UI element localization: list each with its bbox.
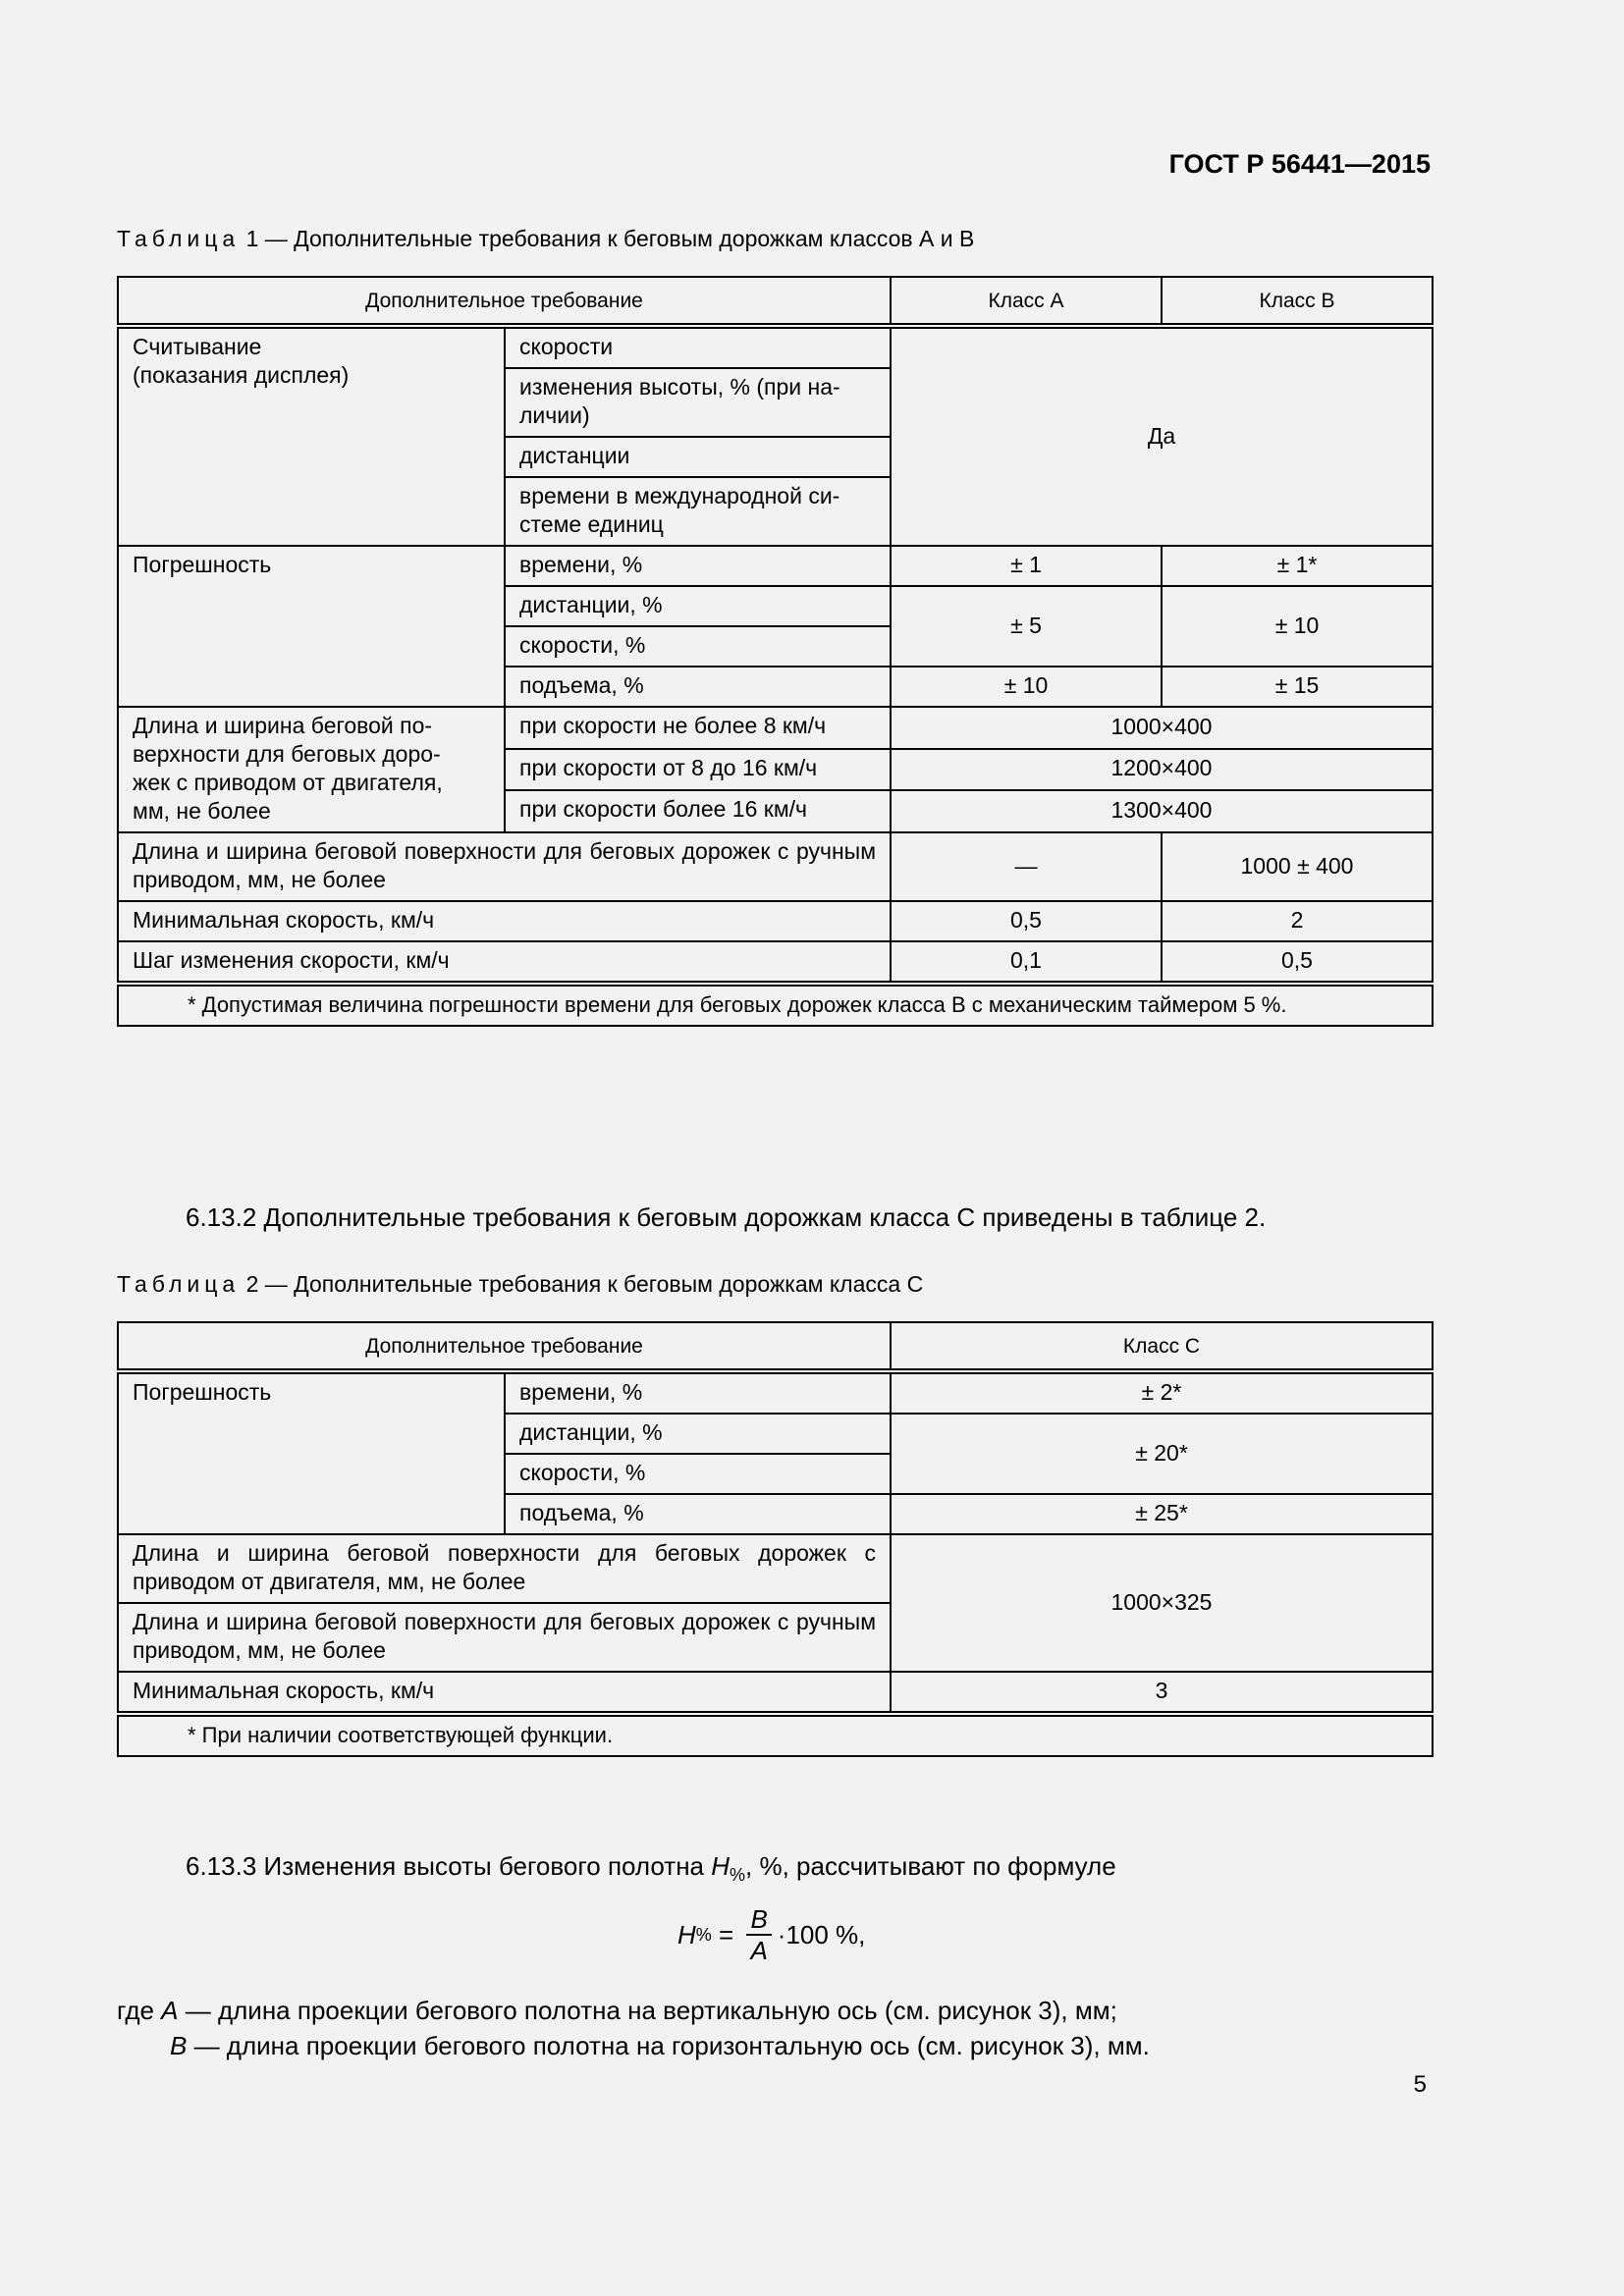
table2-header-class-c: Класс С — [891, 1322, 1433, 1371]
error-speed-label: скорости, % — [505, 626, 891, 667]
t2-error-lift-c: ± 25* — [891, 1494, 1433, 1534]
error-dist-speed-a: ± 5 — [891, 586, 1162, 667]
t2-size-c: 1000×325 — [891, 1534, 1433, 1672]
reading-item-speed: скорости — [505, 326, 891, 368]
min-speed-b: 2 — [1162, 901, 1433, 941]
formula — [677, 1904, 865, 1965]
table1-caption-word: Таблица — [117, 226, 241, 251]
t2-error-label: Погрешность — [118, 1371, 505, 1534]
where-line-a — [117, 1993, 1150, 2028]
table-row — [118, 901, 1433, 941]
min-speed-a: 0,5 — [891, 901, 1162, 941]
t2-error-distance-label: дистанции, % — [505, 1414, 891, 1454]
motor-row-value: 1200×400 — [891, 749, 1433, 791]
t2-error-dist-speed-c: ± 20* — [891, 1414, 1433, 1494]
paragraph-6-13-2: 6.13.2 Дополнительные требования к беговым дорожкам класса С приведены в таблице 2. — [186, 1202, 1267, 1232]
manual-b: 1000 ± 400 — [1162, 832, 1433, 901]
table1-header-requirement: Дополнительное требование — [118, 277, 891, 326]
motor-row-value: 1300×400 — [891, 790, 1433, 832]
where-clause — [117, 1993, 1150, 2063]
where-b-text: — длина проекции бегового полотна на горизонтальную ось (см. рисунок 3), мм. — [187, 2031, 1150, 2060]
error-lift-b: ± 15 — [1162, 667, 1433, 707]
motor-row-label: при скорости от 8 до 16 км/ч — [505, 749, 891, 791]
manual-a: — — [891, 832, 1162, 901]
table-row — [118, 1672, 1433, 1714]
where-a-symbol: A — [161, 1996, 179, 2025]
manual-label: Длина и ширина беговой поверхности для беговых дорожек с ручным приводом, мм, не более — [118, 832, 891, 901]
table-row — [118, 1714, 1433, 1756]
speed-step-label: Шаг изменения скорости, км/ч — [118, 941, 891, 984]
table2-footnote: * При наличии соответствующей функции. — [118, 1714, 1433, 1756]
formula-numerator: B — [746, 1904, 771, 1936]
table2-header-requirement: Дополнительное требование — [118, 1322, 891, 1371]
table2-caption-text: 2 — Дополнительные требования к беговым дорожкам класса С — [240, 1271, 924, 1297]
reading-label: Считывание (показания дисплея) — [118, 326, 505, 546]
page-number: 5 — [1413, 2071, 1427, 2098]
motor-row-label: при скорости более 16 км/ч — [505, 790, 891, 832]
table1-footnote: * Допустимая величина погрешности времени для беговых дорожек класса В с механическим таймером 5 %. — [118, 984, 1433, 1026]
table1 — [117, 276, 1434, 1027]
table-row — [118, 707, 1433, 749]
table-row — [118, 326, 1433, 368]
table2-caption — [117, 1271, 923, 1298]
table-row — [118, 984, 1433, 1026]
where-b-symbol: B — [170, 2031, 188, 2060]
t2-min-speed-label: Минимальная скорость, км/ч — [118, 1672, 891, 1714]
table-row — [118, 1371, 1433, 1414]
table2 — [117, 1321, 1434, 1757]
speed-step-a: 0,1 — [891, 941, 1162, 984]
motor-row-value: 1000×400 — [891, 707, 1433, 749]
t2-error-time-label: времени, % — [505, 1371, 891, 1414]
t2-error-lift-label: подъема, % — [505, 1494, 891, 1534]
reading-item-height: изменения высоты, % (при на- личии) — [505, 368, 891, 437]
where-line-b — [117, 2028, 1150, 2063]
reading-value: Да — [891, 326, 1433, 546]
table2-caption-word: Таблица — [117, 1271, 241, 1297]
table1-header-class-b: Класс В — [1162, 277, 1433, 326]
table-row — [118, 1534, 1433, 1603]
error-time-label: времени, % — [505, 546, 891, 586]
error-lift-a: ± 10 — [891, 667, 1162, 707]
p6133-suffix: , %, рассчитывают по формуле — [745, 1851, 1116, 1881]
formula-lhs: H — [677, 1919, 696, 1949]
formula-fraction — [746, 1904, 771, 1965]
reading-item-distance: дистанции — [505, 437, 891, 477]
p6133-symbol-sub: % — [730, 1865, 746, 1886]
t2-manual-label: Длина и ширина беговой поверхности для беговых дорожек с ручным приводом, мм, не более — [118, 1603, 891, 1672]
table1-header-class-a: Класс А — [891, 277, 1162, 326]
table1-header-row — [118, 277, 1433, 326]
table1-caption-text: 1 — Дополнительные требования к беговым дорожкам классов А и В — [240, 226, 975, 251]
table1-caption — [117, 226, 974, 252]
t2-motor-label: Длина и ширина беговой поверхности для беговых дорожек с приводом от двигателя, мм, не более — [118, 1534, 891, 1603]
formula-equals: = — [711, 1919, 741, 1949]
where-prefix: где — [117, 1996, 162, 2025]
reading-item-time: времени в международной си- стеме единиц — [505, 477, 891, 546]
min-speed-label: Минимальная скорость, км/ч — [118, 901, 891, 941]
error-time-a: ± 1 — [891, 546, 1162, 586]
table-row — [118, 546, 1433, 586]
speed-step-b: 0,5 — [1162, 941, 1433, 984]
paragraph-6-13-3 — [117, 1849, 1432, 1892]
t2-error-speed-label: скорости, % — [505, 1454, 891, 1494]
formula-lhs-sub: % — [695, 1924, 712, 1945]
table-row — [118, 941, 1433, 984]
error-distance-label: дистанции, % — [505, 586, 891, 626]
motor-label: Длина и ширина беговой по- верхности для беговых доро- жек с приводом от двигателя, мм, не более — [118, 707, 505, 832]
error-time-b: ± 1* — [1162, 546, 1433, 586]
error-lift-label: подъема, % — [505, 667, 891, 707]
error-dist-speed-b: ± 10 — [1162, 586, 1433, 667]
motor-row-label: при скорости не более 8 км/ч — [505, 707, 891, 749]
document-code: ГОСТ Р 56441—2015 — [1168, 149, 1431, 179]
table2-header-row — [118, 1322, 1433, 1371]
error-label: Погрешность — [118, 546, 505, 707]
p6133-prefix: 6.13.3 Изменения высоты бегового полотна — [186, 1851, 712, 1881]
formula-rhs: ·100 %, — [777, 1919, 866, 1949]
t2-min-speed-c: 3 — [891, 1672, 1433, 1714]
p6133-symbol: H — [711, 1851, 731, 1881]
t2-error-time-c: ± 2* — [891, 1371, 1433, 1414]
formula-denominator: A — [750, 1936, 768, 1965]
where-a-text: — длина проекции бегового полотна на вертикальную ось (см. рисунок 3), мм; — [178, 1996, 1117, 2025]
table-row — [118, 832, 1433, 901]
